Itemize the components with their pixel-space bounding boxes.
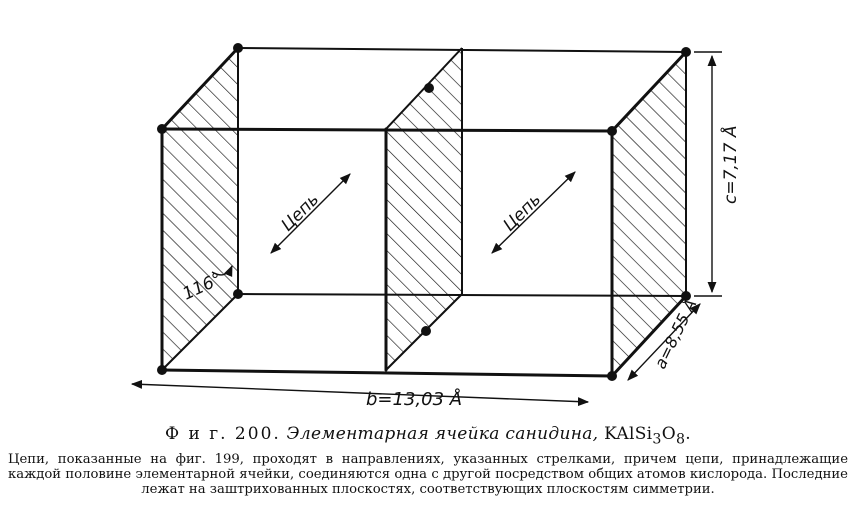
hatched-plane-middle [386, 48, 462, 370]
front-top-edge [162, 129, 612, 131]
atom [157, 365, 167, 375]
dimension-a-label: a=8,55 Å [650, 296, 701, 372]
dimension-c-label: c=7,17 Å [721, 125, 741, 204]
formula-sub-1: 3 [652, 431, 662, 448]
formula-sub-2: 8 [675, 431, 686, 448]
hatched-plane-left [162, 48, 238, 370]
formula-mid: O [661, 424, 676, 444]
chain-label-left: Цепь [277, 189, 324, 236]
atom [233, 43, 243, 53]
angle-label: 116° [179, 269, 226, 305]
formula-base: KAlSi [604, 424, 653, 444]
caption-body: Цепи, показанные на фиг. 199, проходят в направлениях, указанных стрелками, причем цепи, принадлежащие каждой половине элементарной ячейки, соединяются одна с другой посредством общих атомов кислорода. Последние лежат на заштрихованных плоскостях, соответствующих плоскостям симметрии. [8, 452, 848, 498]
atom [424, 83, 434, 93]
atom [607, 371, 617, 381]
figure-caption [0, 424, 856, 497]
atom [607, 126, 617, 136]
formula-end: . [685, 424, 692, 444]
chain-label-right: Цепь [499, 189, 546, 236]
atom [157, 124, 167, 134]
dimension-b-label: b=13,03 Å [366, 389, 463, 410]
figure-number: Ф и г. 200. [164, 424, 281, 444]
dimension-b-arrow [132, 384, 588, 402]
atom [421, 326, 431, 336]
chemical-formula [604, 424, 692, 448]
caption-title-text: Элементарная ячейка санидина, [286, 424, 599, 444]
caption-title [0, 424, 856, 449]
atom [681, 47, 691, 57]
atom [233, 289, 243, 299]
